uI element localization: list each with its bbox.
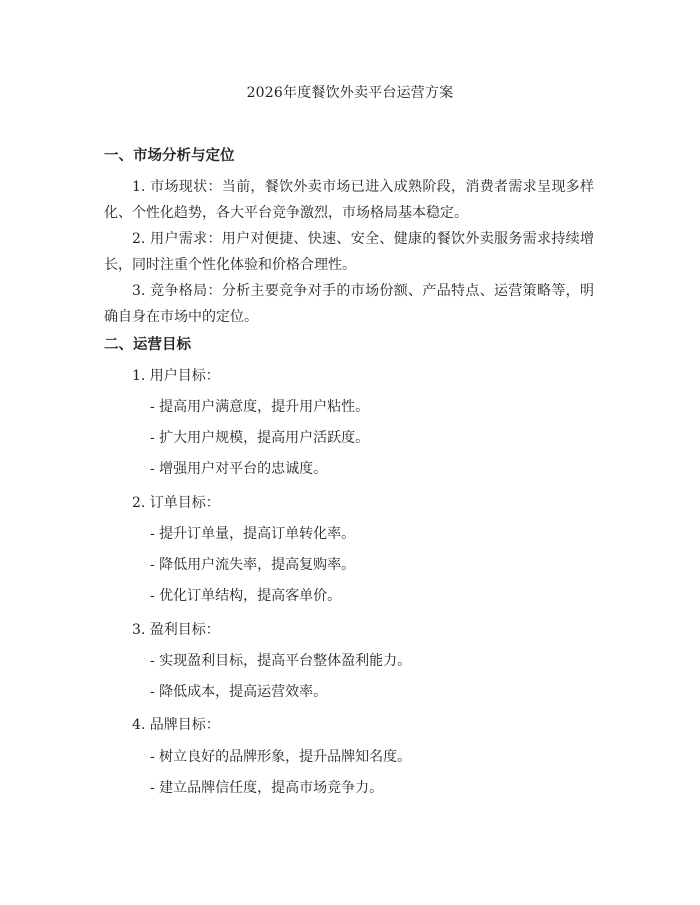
document-title: 2026年度餐饮外卖平台运营方案 <box>246 85 454 101</box>
goal-item-order: 2. 订单目标： <box>132 495 220 511</box>
section-heading-goals: 二、运营目标 <box>104 337 191 353</box>
bullet-item: - 降低成本，提高运营效率。 <box>150 684 328 700</box>
paragraph-user-demand: 2. 用户需求：用户对便捷、快速、安全、健康的餐饮外卖服务需求持续增长，同时注重个性化体验和价格合理性。 <box>104 231 594 273</box>
bullet-item: - 扩大用户规模，提高用户活跃度。 <box>150 430 370 446</box>
goal-item-brand: 4. 品牌目标： <box>132 717 220 733</box>
bullet-item: - 优化订单结构，提高客单价。 <box>150 588 342 604</box>
section-heading-market: 一、市场分析与定位 <box>104 148 235 164</box>
goal-item-user: 1. 用户目标： <box>132 368 220 384</box>
goal-item-profit: 3. 盈利目标： <box>132 622 220 638</box>
bullet-item: - 降低用户流失率，提高复购率。 <box>150 557 356 573</box>
bullet-item: - 实现盈利目标，提高平台整体盈利能力。 <box>150 653 412 669</box>
paragraph-market-status: 1. 市场现状：当前，餐饮外卖市场已进入成熟阶段，消费者需求呈现多样化、个性化趋势，各大平台竞争激烈，市场格局基本稳定。 <box>104 179 594 221</box>
paragraph-competition: 3. 竞争格局：分析主要竞争对手的市场份额、产品特点、运营策略等，明确自身在市场中的定位。 <box>104 283 594 325</box>
bullet-item: - 增强用户对平台的忠诚度。 <box>150 461 328 477</box>
bullet-item: - 提高用户满意度，提升用户粘性。 <box>150 399 370 415</box>
bullet-item: - 提升订单量，提高订单转化率。 <box>150 526 356 542</box>
bullet-item: - 树立良好的品牌形象，提升品牌知名度。 <box>150 749 412 765</box>
bullet-item: - 建立品牌信任度，提高市场竞争力。 <box>150 780 384 796</box>
